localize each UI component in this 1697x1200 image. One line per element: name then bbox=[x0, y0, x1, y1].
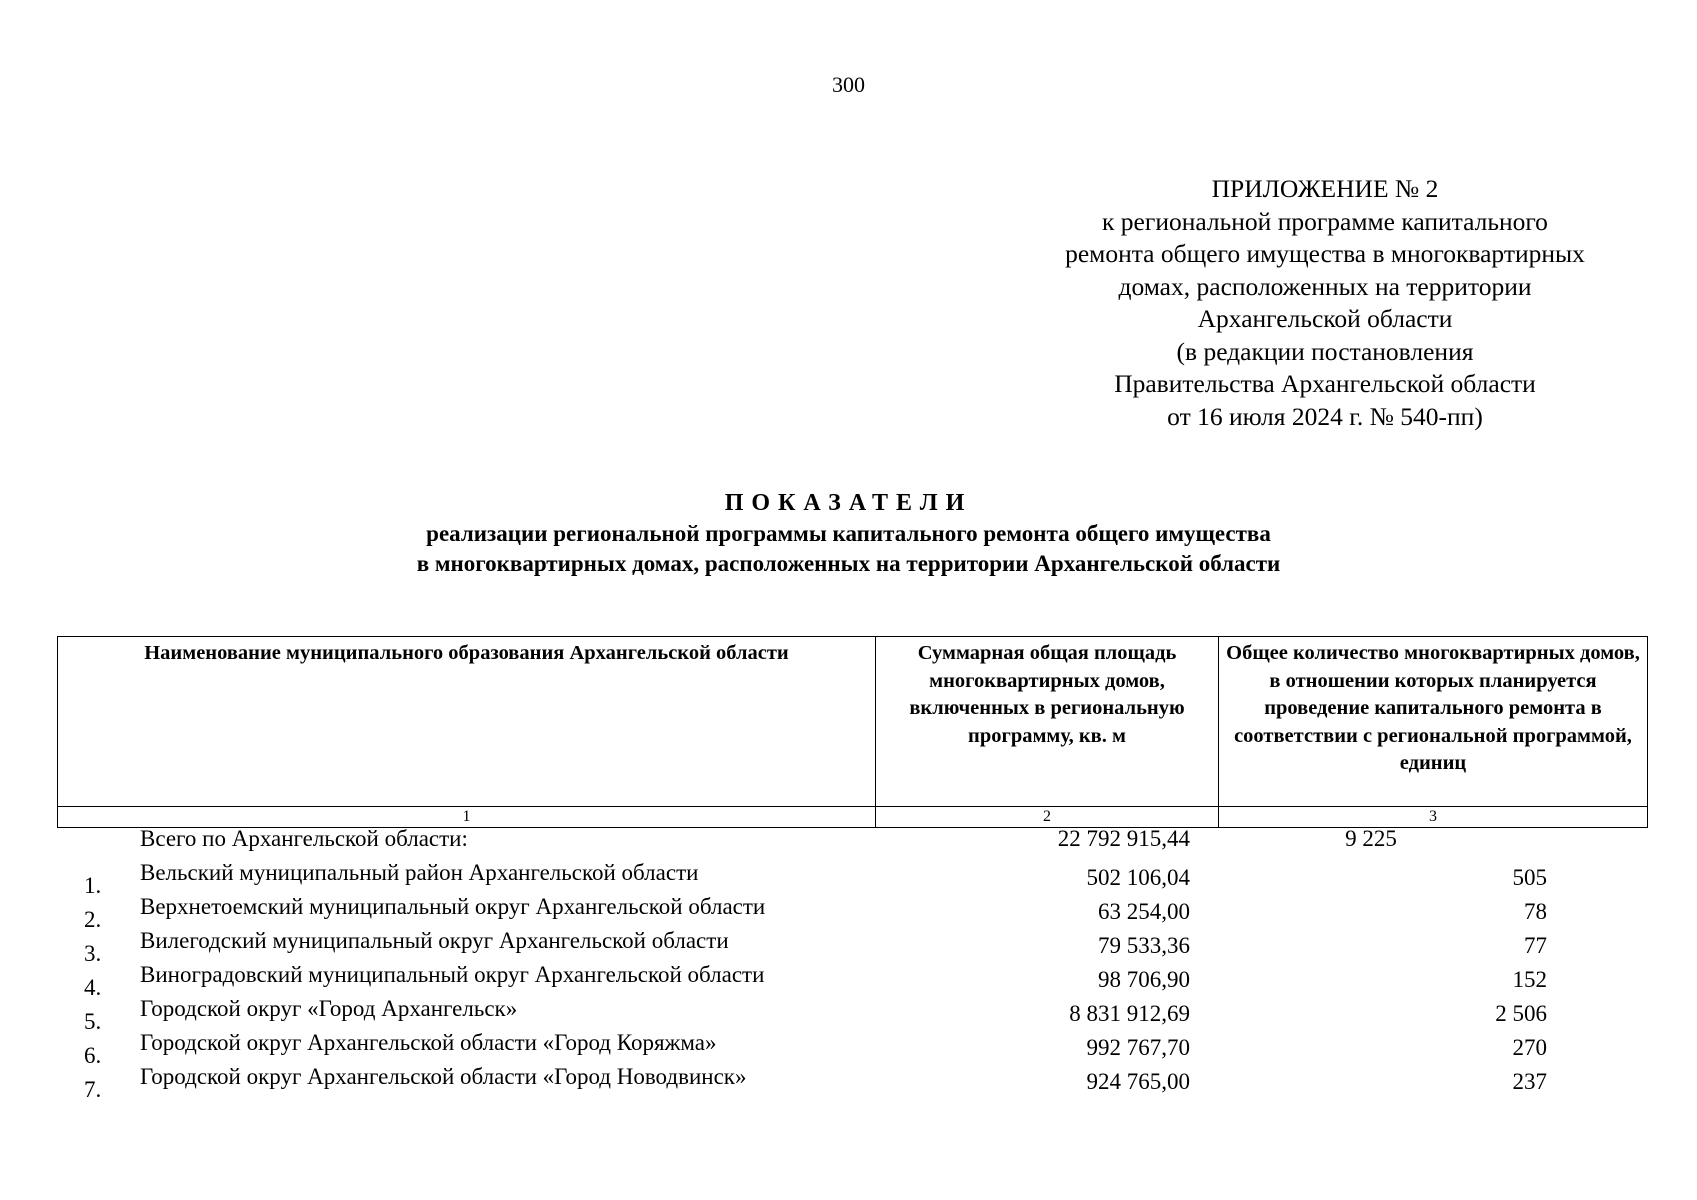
column-header-total-area: Суммарная общая площадь многоквартирных домов, включенных в региональную программу, кв. м bbox=[876, 637, 1219, 807]
appendix-line: ПРИЛОЖЕНИЕ № 2 bbox=[1211, 174, 1439, 203]
appendix-line: домах, расположенных на территории bbox=[1118, 271, 1532, 301]
title-main: ПОКАЗАТЕЛИ bbox=[724, 490, 973, 516]
page-number: 300 bbox=[832, 72, 865, 97]
row-area: 22 792 915,44 bbox=[1057, 826, 1190, 851]
row-name: Верхнетоемский муниципальный округ Архангельской области bbox=[140, 894, 766, 919]
row-name: Виноградовский муниципальный округ Архангельской области bbox=[140, 962, 765, 987]
indicators-table-header bbox=[57, 636, 1648, 828]
row-index: 4. bbox=[84, 975, 102, 1000]
appendix-header bbox=[1010, 173, 1640, 433]
table-row bbox=[57, 894, 1647, 932]
row-count: 505 bbox=[1512, 865, 1547, 890]
appendix-line: от 16 июля 2024 г. № 540-пп) bbox=[1167, 401, 1483, 431]
table-row bbox=[57, 962, 1647, 1000]
column-header-municipality: Наименование муниципального образования Архангельской области bbox=[58, 637, 876, 807]
row-count: 77 bbox=[1524, 933, 1547, 958]
row-name: Вельский муниципальный район Архангельской области bbox=[140, 860, 699, 885]
row-area: 8 831 912,69 bbox=[1069, 1001, 1190, 1026]
row-area: 992 767,70 bbox=[1086, 1035, 1190, 1060]
column-header-house-count: Общее количество многоквартирных домов, в отношении которых планируется проведение капитального ремонта в соответствии с региональной программой, единиц bbox=[1219, 637, 1648, 807]
column-number: 1 bbox=[58, 807, 876, 828]
table-row bbox=[57, 1030, 1647, 1068]
row-name: Городской округ Архангельской области «Город Новодвинск» bbox=[140, 1064, 747, 1089]
document-title bbox=[0, 487, 1697, 579]
row-count: 237 bbox=[1512, 1069, 1547, 1094]
title-subtitle-line: в многоквартирных домах, расположенных на территории Архангельской области bbox=[416, 551, 1281, 576]
row-index: 3. bbox=[84, 941, 102, 966]
row-name: Всего по Архангельской области: bbox=[140, 826, 468, 851]
column-number: 3 bbox=[1219, 807, 1648, 828]
row-count: 2 506 bbox=[1495, 1001, 1547, 1026]
row-area: 98 706,90 bbox=[1098, 967, 1190, 992]
indicators-table-body bbox=[57, 826, 1647, 1102]
appendix-line: Архангельской области bbox=[1197, 304, 1453, 333]
row-index: 1. bbox=[84, 873, 102, 898]
row-area: 924 765,00 bbox=[1086, 1069, 1190, 1094]
appendix-line: Правительства Архангельской области bbox=[1114, 369, 1536, 398]
row-name: Городской округ Архангельской области «Город Коряжма» bbox=[140, 1030, 717, 1055]
appendix-line: (в редакции постановления bbox=[1176, 336, 1474, 366]
title-subtitle-line: реализации региональной программы капитального ремонта общего имущества bbox=[426, 521, 1271, 546]
row-count: 9 225 bbox=[1345, 826, 1397, 851]
appendix-line: к региональной программе капитального bbox=[1102, 206, 1548, 236]
row-index: 5. bbox=[84, 1009, 102, 1034]
table-row bbox=[57, 996, 1647, 1034]
column-number: 2 bbox=[876, 807, 1219, 828]
row-area: 502 106,04 bbox=[1086, 865, 1190, 890]
row-name: Вилегодский муниципальный округ Архангельской области bbox=[140, 928, 729, 953]
row-area: 79 533,36 bbox=[1098, 933, 1190, 958]
row-count: 152 bbox=[1512, 967, 1547, 992]
table-row bbox=[57, 860, 1647, 898]
row-area: 63 254,00 bbox=[1098, 899, 1190, 924]
table-row bbox=[57, 928, 1647, 966]
row-name: Городской округ «Город Архангельск» bbox=[140, 996, 518, 1021]
row-index: 2. bbox=[84, 907, 102, 932]
appendix-line: ремонта общего имущества в многоквартирных bbox=[1065, 239, 1585, 268]
table-row-total bbox=[57, 826, 1647, 860]
row-index: 6. bbox=[84, 1043, 102, 1068]
table-row bbox=[57, 1064, 1647, 1102]
row-count: 270 bbox=[1512, 1035, 1547, 1060]
row-index: 7. bbox=[84, 1077, 102, 1102]
row-count: 78 bbox=[1524, 899, 1547, 924]
